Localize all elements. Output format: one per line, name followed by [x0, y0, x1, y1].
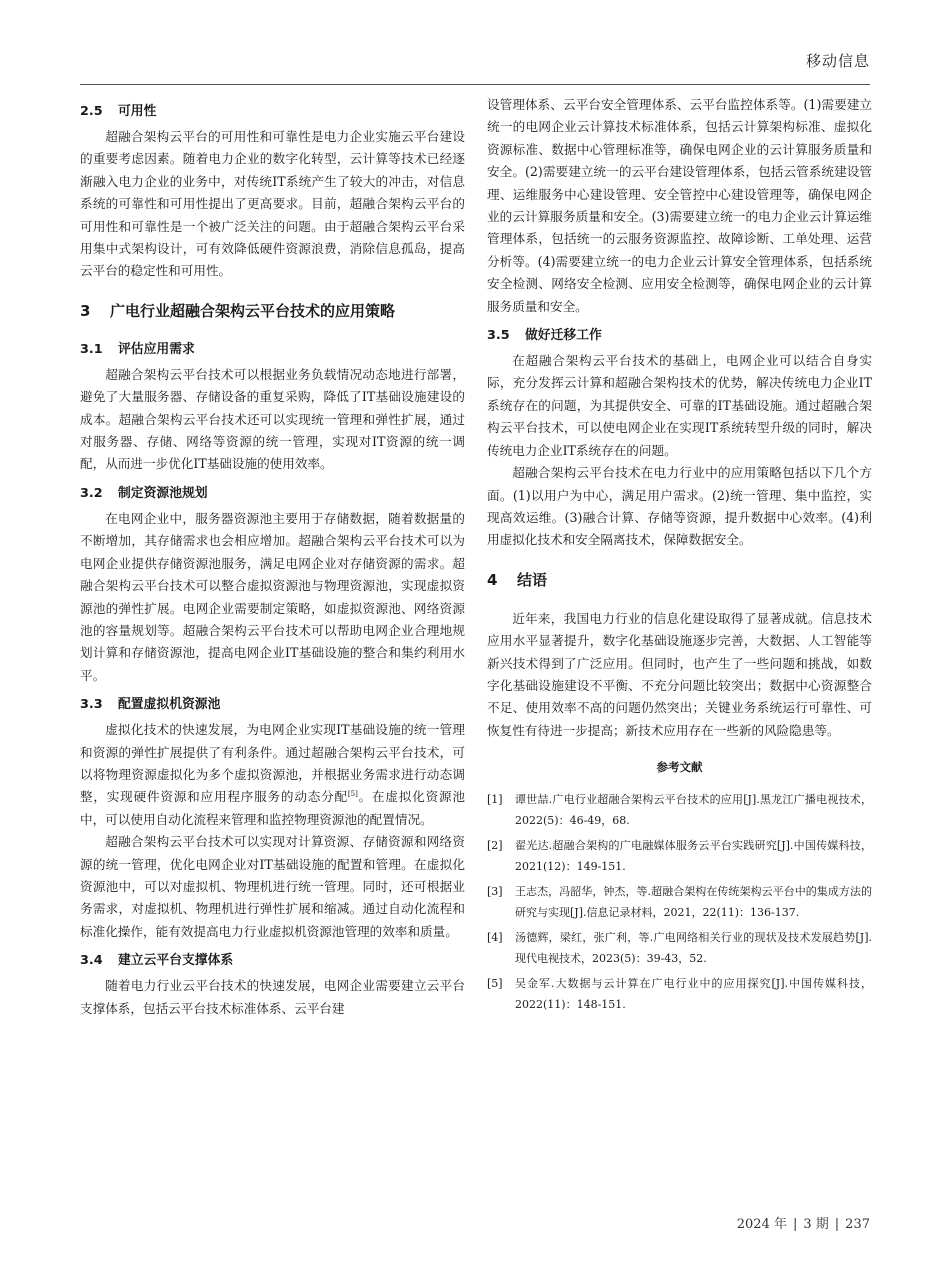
- paragraph-continued: 设管理体系、云平台安全管理体系、云平台监控体系等。(1)需要建立统一的电网企业云计算技术标准体系，包括云计算架构标准、虚拟化资源标准、数据中心管理标准等，确保电网企业的云计算服务质量和安全。(2)需要建立统一的云平台建设管理体系，包括云管系统建设管理、运维服务中心建设管理、安全管控中心建设管理等，确保电网企业的云计算服务质量和安全。(3)需要建立统一的电力企业云计算运维管理体系，包括统一的云服务资源监控、故障诊断、工单处理、运营分析等。(4)需要建立统一的电力企业云计算安全管理体系，包括系统安全检测、网络安全检测、应用安全检测等，确保电网企业的云计算服务质量和安全。: [487, 97, 872, 314]
- reference-item: [487, 881, 872, 923]
- section-title: 配置虚拟机资源池: [118, 697, 221, 713]
- footer-separator: |: [834, 1217, 840, 1232]
- reference-text: 吴金军.大数据与云计算在广电行业中的应用探究[J].中国传媒科技，2022(11)：148-151.: [515, 976, 872, 1011]
- section-heading-3-2: [80, 483, 465, 505]
- citation[interactable]: [5]: [347, 790, 358, 799]
- paragraph: 超融合架构云平台的可用性和可靠性是电力企业实施云平台建设的重要考虑因素。随着电力企业的数字化转型，云计算等技术已经逐渐融入电力企业的业务中，对传统IT系统产生了较大的冲击，对信息系统的可靠性和可用性提出了更高要求。目前，超融合架构云平台的可用性和可靠性是一个被广泛关注的问题。由于超融合架构云平台采用集中式架构设计，可有效降低硬件资源浪费，消除信息孤岛，提高云平台的稳定性和可用性。: [80, 129, 465, 279]
- section-number: 3.3: [80, 697, 103, 713]
- section-title: 建立云平台支撑体系: [118, 953, 234, 969]
- section-number: 3.4: [80, 953, 103, 969]
- section-number: 4: [487, 570, 498, 589]
- reference-item: [487, 789, 872, 831]
- reference-number: [1]: [487, 792, 503, 806]
- page-footer: [737, 1213, 870, 1232]
- references-title: 参考文献: [656, 760, 703, 775]
- paragraph-text: 虚拟化技术的快速发展，为电网企业实现IT基础设施的统一管理和资源的弹性扩展提供了有利条件。通过超融合架构云平台技术，可以将物理资源虚拟化为多个虚拟资源池，并根据业务需求进行动态调整，实现硬件资源和应用程序服务的动态分配: [80, 722, 465, 805]
- reference-text: 翟光达.超融合架构的广电融媒体服务云平台实践研究[J].中国传媒科技，2021(12)：149-151.: [515, 838, 872, 873]
- reference-number: [4]: [487, 930, 503, 944]
- section-number: 3.2: [80, 485, 103, 501]
- section-title: 做好迁移工作: [525, 328, 602, 344]
- reference-number: [3]: [487, 884, 503, 898]
- paragraph-text: 。在虚拟化资源池中，可以使用自动化流程来管理和监控物理资源池的配置情况。: [80, 789, 466, 827]
- section-title: 可用性: [118, 104, 157, 119]
- section-heading-3-3: [80, 694, 465, 716]
- section-number: 3.1: [80, 341, 103, 357]
- reference-text: 汤德辉，梁红，张广利，等.广电网络相关行业的现状及技术发展趋势[J].现代电视技术，2023(5)：39-43，52.: [515, 930, 872, 965]
- reference-number: [2]: [487, 838, 503, 852]
- section-title: 结语: [517, 570, 548, 589]
- reference-item: [487, 927, 872, 969]
- page-number: 237: [845, 1217, 870, 1232]
- section-title: 评估应用需求: [118, 341, 195, 357]
- footer-year: 2024 年: [736, 1217, 787, 1232]
- paragraph: 在超融合架构云平台技术的基础上，电网企业可以结合自身实际，充分发挥云计算和超融合架构技术的优势，解决传统电力企业IT系统存在的问题，为其提供安全、可靠的IT基础设施。通过超融合架构云平台技术，可以使电网企业在实现IT系统转型升级的同时，解决传统电力企业IT系统存在的问题。: [487, 353, 872, 458]
- paragraph: 超融合架构云平台技术可以根据业务负载情况动态地进行部署，避免了大量服务器、存储设备的重复采购，降低了IT基础设施建设的成本。超融合架构云平台技术还可以实现统一管理和弹性扩展，通过对服务器、存储、网络等资源的统一管理，实现对IT资源的统一调配，从而进一步优化IT基础设施的使用效率。: [80, 366, 465, 472]
- reference-text: 谭世喆.广电行业超融合架构云平台技术的应用[J].黑龙江广播电视技术，2022(5)：46-49，68.: [515, 792, 872, 827]
- reference-text: 王志杰，冯韶华，钟杰，等.超融合架构在传统架构云平台中的集成方法的研究与实现[J].信息记录材料，2021，22(11)：136-137.: [515, 884, 872, 919]
- section-heading-2-5: [80, 101, 465, 123]
- section-number: 2.5: [80, 104, 103, 119]
- section-heading-4: [487, 568, 872, 592]
- paragraph: 超融合架构云平台技术可以实现对计算资源、存储资源和网络资源的统一管理，优化电网企业对IT基础设施的配置和管理。在虚拟化资源池中，可以对虚拟机、物理机进行统一管理。同时，还可根据业务需求，对虚拟机、物理机进行弹性扩展和缩减。通过自动化流程和标准化操作，能有效提高电力行业虚拟机资源池管理的效率和质量。: [80, 834, 465, 939]
- paragraph: [80, 719, 465, 831]
- journal-name: 移动信息: [805, 52, 870, 70]
- paragraph: 在电网企业中，服务器资源池主要用于存储数据，随着数据量的不断增加，其存储需求也会相应增加。超融合架构云平台技术可以为电网企业提供存储资源池服务，满足电网企业对存储资源的需求。超融合架构云平台技术可以整合虚拟资源池与物理资源池，实现虚拟资源池的弹性扩展。电网企业需要制定策略，如虚拟资源池、网络资源池的容量规划等。超融合架构云平台技术可以帮助电网企业合理地规划计算和存储资源池，提高电网企业IT基础设施的整合和集约利用水平。: [80, 510, 465, 683]
- section-title: 广电行业超融合架构云平台技术的应用策略: [110, 301, 396, 320]
- paragraph: 近年来，我国电力行业的信息化建设取得了显著成就。信息技术应用水平显著提升，数字化基础设施逐步完善，大数据、人工智能等新兴技术得到了广泛应用。但同时，也产生了一些问题和挑战，如数字化基础设施建设不平衡、不充分问题比较突出；数据中心资源整合不足、使用效率不高的问题仍然突出；关键业务系统运行可靠性、可恢复性有待进一步提高；新技术应用存在一些新的风险隐患等。: [487, 610, 872, 738]
- reference-item: [487, 835, 872, 877]
- section-heading-3-4: [80, 950, 465, 972]
- right-column: [487, 94, 872, 1019]
- section-heading-3-5: [487, 325, 872, 347]
- section-title: 制定资源池规划: [118, 485, 208, 501]
- header-rule: [80, 84, 870, 85]
- section-heading-3: [80, 299, 465, 323]
- section-number: 3: [80, 301, 91, 320]
- footer-separator: |: [792, 1217, 798, 1232]
- paragraph: 随着电力行业云平台技术的快速发展，电网企业需要建立云平台支撑体系，包括云平台技术标准体系、云平台建: [80, 978, 465, 1016]
- section-heading-3-1: [80, 339, 465, 361]
- reference-list: [487, 789, 872, 1015]
- footer-issue: 3 期: [803, 1217, 829, 1232]
- reference-number: [5]: [487, 976, 503, 990]
- left-column: [80, 94, 465, 1020]
- section-number: 3.5: [487, 328, 510, 344]
- reference-item: [487, 973, 872, 1015]
- paragraph: 超融合架构云平台技术在电力行业中的应用策略包括以下几个方面。(1)以用户为中心，满足用户需求。(2)统一管理、集中监控，实现高效运维。(3)融合计算、存储等资源，提升数据中心效率。(4)利用虚拟化技术和安全隔离技术，保障数据安全。: [487, 465, 872, 548]
